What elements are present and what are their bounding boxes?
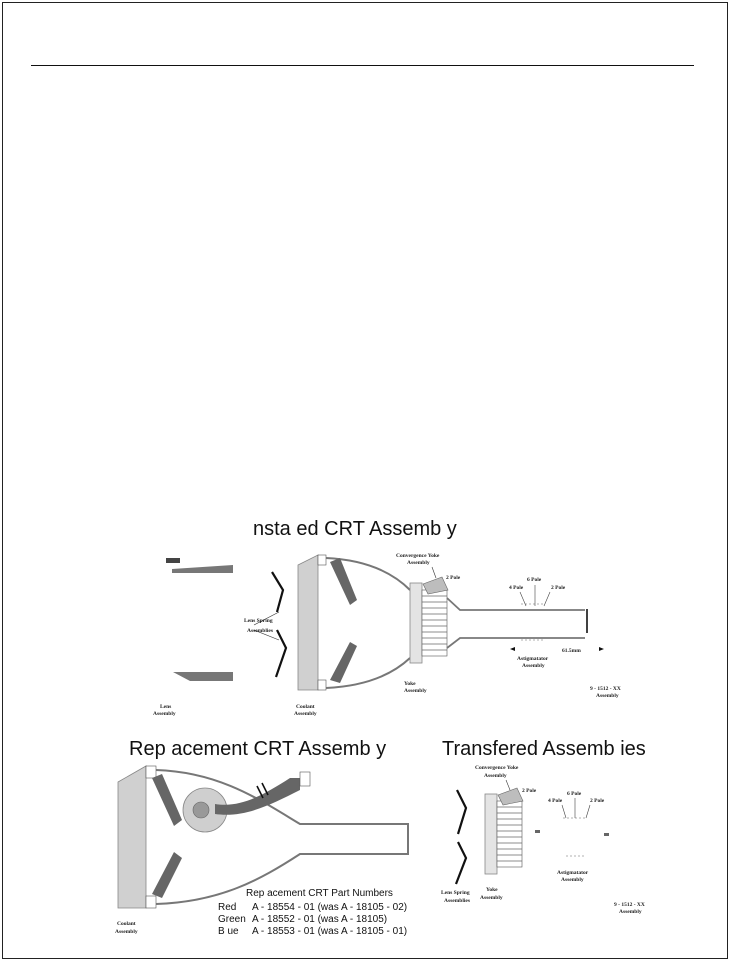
part-number-label-1: 9 - 1512 - XX <box>590 686 621 692</box>
convergence-yoke-label-2: Assembly <box>407 560 430 566</box>
t-astigmatator-label-1: Astigmatator <box>557 870 589 876</box>
two-pole-label: 2 Pole <box>446 575 461 581</box>
yoke-label-1: Yoke <box>404 681 416 687</box>
cable-connector <box>300 772 310 786</box>
part-number-green: A - 18552 - 01 (was A - 18105) <box>252 914 388 925</box>
lens-spring-lower <box>276 630 286 677</box>
t-yoke-label-1: Yoke <box>486 887 498 893</box>
coolant-label-1: Coolant <box>296 704 315 710</box>
t-lens-spring-lower <box>456 842 466 884</box>
crt-cable <box>215 778 300 815</box>
replacement-bracket-upper <box>152 774 182 826</box>
lens-assembly-label-1: Lens <box>160 704 172 710</box>
pole-lines <box>520 585 550 606</box>
replacement-coolant-plate <box>118 766 146 908</box>
part-color-green: Green <box>218 914 246 925</box>
yoke-coil <box>422 590 447 656</box>
lens-assembly-label-2: Assembly <box>153 711 176 717</box>
crt-bracket-lower <box>330 642 357 683</box>
installed-section <box>153 518 621 717</box>
coolant-plate <box>298 555 318 690</box>
t-lens-spring-label-2: Assemblies <box>444 898 470 904</box>
part-number-label-2: Assembly <box>596 693 619 699</box>
part-number-red: A - 18554 - 01 (was A - 18105 - 02) <box>252 902 408 913</box>
t-astigmatator <box>563 818 586 856</box>
two-pole-b-label: 2 Pole <box>551 585 566 591</box>
parts-title: Rep acement CRT Part Numbers <box>246 888 393 899</box>
t-pole-lines <box>562 798 590 818</box>
installed-title: nsta ed CRT Assemb y <box>253 518 457 540</box>
lens-assembly <box>166 558 233 681</box>
t-six-pole-label: 6 Pole <box>567 791 582 797</box>
lens-spring-label-2: Assemblies <box>247 628 273 634</box>
t-astigmatator-label-2: Assembly <box>561 877 584 883</box>
dimension-label: 61.5mm <box>562 648 581 654</box>
t-lens-spring-label-1: Lens Spring <box>441 890 470 896</box>
t-part-number-label-2: Assembly <box>619 909 642 915</box>
replacement-section <box>115 738 408 937</box>
replacement-title: Rep acement CRT Assemb y <box>129 738 387 760</box>
astigmatator-label-1: Astigmatator <box>517 656 549 662</box>
t-convergence-yoke-label-1: Convergence Yoke <box>475 765 519 771</box>
t-yoke-label-2: Assembly <box>480 895 503 901</box>
t-part-number-label-1: 9 - 1512 - XX <box>614 902 645 908</box>
t-convergence-yoke-label-2: Assembly <box>484 773 507 779</box>
t-lens-spring-upper <box>457 790 466 834</box>
crt-neck <box>447 598 585 648</box>
transfered-title: Transfered Assemb ies <box>442 738 646 760</box>
transfered-section <box>441 738 646 915</box>
crt-bracket-upper <box>330 558 357 605</box>
part-color-red: Red <box>218 902 237 913</box>
coolant-label-2: Assembly <box>294 711 317 717</box>
replacement-coolant-label-2: Assembly <box>115 929 138 935</box>
lens-spring-label-1: Lens Spring <box>244 618 273 624</box>
six-pole-label: 6 Pole <box>527 577 542 583</box>
part-number-blue: A - 18553 - 01 (was A - 18105 - 01) <box>252 926 408 937</box>
t-yoke-coil <box>497 801 522 867</box>
t-four-pole-label: 4 Pole <box>548 798 563 804</box>
lens-spring-upper <box>272 572 283 612</box>
yoke-frame <box>410 583 422 663</box>
dimension-arrow-left <box>510 647 515 651</box>
t-yoke-frame <box>485 794 497 874</box>
four-pole-label: 4 Pole <box>509 585 524 591</box>
replacement-bracket-lower <box>152 852 182 898</box>
yoke-label-2: Assembly <box>404 688 427 694</box>
replacement-coolant-label-1: Coolant <box>117 921 136 927</box>
dimension-arrow-right <box>599 647 604 651</box>
t-two-pole-b-label: 2 Pole <box>590 798 605 804</box>
astigmatator-label-2: Assembly <box>522 663 545 669</box>
convergence-yoke-label-1: Convergence Yoke <box>396 553 440 559</box>
part-color-blue: B ue <box>218 926 239 937</box>
t-two-pole-label: 2 Pole <box>522 788 537 794</box>
